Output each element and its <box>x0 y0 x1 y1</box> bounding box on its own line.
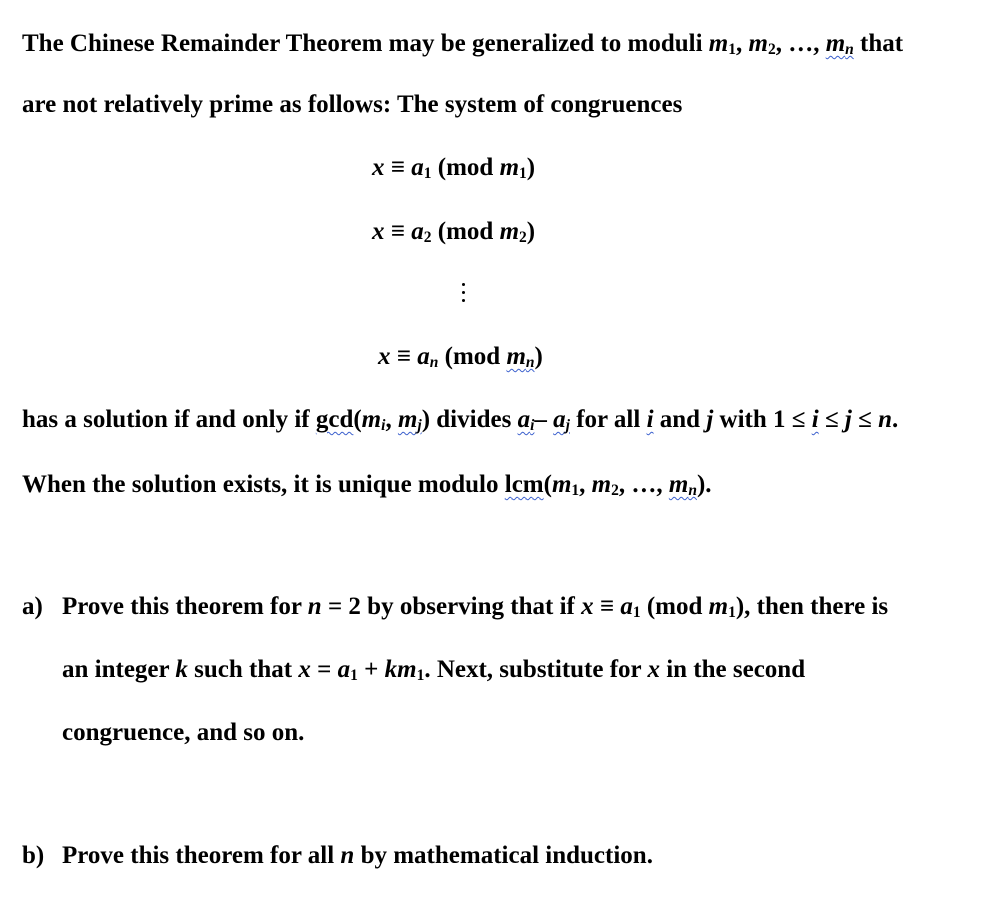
intro-line-2: are not relatively prime as follows: The system of congruences <box>22 91 683 118</box>
part-b-label: b) <box>22 842 45 869</box>
part-b-line-1: Prove this theorem for all n by mathematical induction. <box>62 842 653 869</box>
congruence-1: $x \equiv a_1$ (mod $m_1$) <box>372 154 536 182</box>
part-a-line-1: Prove this theorem for n = 2 by observing that if $x \equiv a_1$ (mod $m_1$), then there is <box>62 593 889 621</box>
condition-line-1: has a solution if and only if $\gcd(m_i$, $m_j$) divides $a_i-$ $a_j$ for all i and j with 1 ≤ i ≤ j ≤ n. <box>22 406 899 434</box>
congruence-2: $x \equiv a_2$ (mod $m_2$) <box>372 218 536 246</box>
intro-line-1-text: The Chinese Remainder Theorem may be generalized to moduli <box>22 30 709 57</box>
part-a-line-2: an integer k such that $x = a_1 + km_1$. Next, substitute for x in the second <box>62 656 806 684</box>
part-a-line-3: congruence, and so on. <box>62 719 305 746</box>
intro-line-1: The Chinese Remainder Theorem may be generalized to moduli $m_1$, $m_2$, …, $m_n$ that <box>22 30 904 58</box>
intro-line-1-tail: that <box>860 30 904 57</box>
vertical-ellipsis <box>459 281 469 305</box>
congruence-n: $x \equiv a_n$ (mod $m_n$) <box>378 343 543 371</box>
condition-line-2: When the solution exists, it is unique modulo $lcm(m_1$, $m_2$, …, $m_n$). <box>22 471 712 499</box>
part-a-label: a) <box>22 593 43 620</box>
